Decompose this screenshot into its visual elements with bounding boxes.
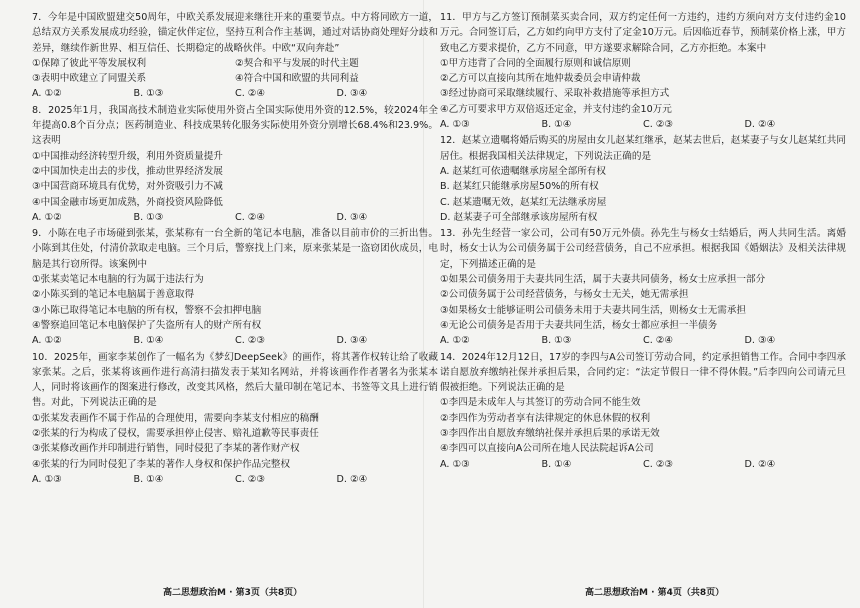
question-9-stem: 9．小陈在电子市场碰到张某，张某称有一台全新的笔记本电脑，准备以目前市价的三折出售。小陈到其住处，付清价款取走电脑。三个月后，警察找上门来，原来张某是一盗窃团伙成员，电脑是其行窃所得。该案例中 [32, 228, 438, 270]
q7-choice-b: B. ①③ [133, 88, 164, 100]
q14-option-3: ③李四作出自愿放弃缴纳社保并承担后果的承诺无效 [440, 428, 660, 440]
q12-option-d: D. 赵某妻子可全部继承该房屋所有权 [440, 211, 598, 223]
question-12-stem: 12．赵某立遗嘱将婚后购买的房屋由女儿赵某红继承，赵某去世后，赵某妻子与女儿赵某红共同居住。根据我国相关法律规定，下列说法正确的是 [440, 135, 846, 162]
q8-option-4: ④中国金融市场更加成熟，外商投资风险降低 [32, 196, 223, 208]
q8-option-3: ③中国营商环境具有优势，对外资吸引力不减 [32, 181, 223, 193]
page-4-footer: 高二思想政治M · 第4页（共8页） [585, 588, 725, 598]
q11-choice-c: C. ②③ [643, 119, 673, 131]
q7-choice-d: D. ③④ [336, 88, 368, 100]
q7-option-4: ④符合中国和欧盟的共同利益 [235, 73, 359, 85]
q9-choice-c: C. ②③ [235, 335, 265, 347]
q14-option-1: ①李四是未成年人与其签订的劳动合同不能生效 [440, 397, 641, 409]
q7-option-3: ③表明中欧建立了同盟关系 [32, 73, 147, 85]
question-13 [440, 226, 846, 348]
q7-choice-c: C. ②④ [235, 88, 265, 100]
q7-option-1: ①保障了彼此平等发展权利 [32, 57, 147, 69]
q10-option-2: ②张某的行为构成了侵权，需要承担停止侵害、赔礼道歉等民事责任 [32, 428, 319, 440]
page-4-column [440, 10, 846, 473]
question-10 [32, 350, 438, 488]
q13-choice-d: D. ③④ [744, 335, 776, 347]
q14-choice-b: B. ①④ [541, 458, 572, 470]
q9-option-1: ①张某卖笔记本电脑的行为属于违法行为 [32, 274, 204, 286]
q14-option-4: ④李四可以直接向A公司所在地人民法院起诉A公司 [440, 443, 654, 455]
q8-choice-b: B. ①③ [133, 211, 164, 223]
question-7-stem: 7．今年是中国欧盟建交50周年，中欧关系发展迎来继往开来的重要节点。中方将同欧方一道，总结双方关系发展成功经验，锚定伙伴定位，坚持互利合作主基调，通过对话协商处理好分歧和差异，继续作新世界、相互信任、长期稳定的战略伙伴。中欧“双向奔赴” [32, 12, 438, 54]
q7-choice-a: A. ①② [32, 88, 62, 100]
q13-option-2: ②公司债务属于公司经营债务，与杨女士无关，她无需承担 [440, 289, 689, 301]
q11-option-3: ③经过协商可采取继续履行、采取补救措施等承担方式 [440, 88, 670, 100]
q11-choice-a: A. ①③ [440, 119, 470, 131]
q14-choice-d: D. ②④ [744, 458, 776, 470]
q9-choice-d: D. ③④ [336, 335, 368, 347]
q9-option-2: ②小陈买到的笔记本电脑属于善意取得 [32, 289, 195, 301]
question-9 [32, 226, 438, 348]
question-8 [32, 103, 438, 225]
q7-option-2: ②契合和平与发展的时代主题 [235, 57, 359, 69]
q11-option-2: ②乙方可以直接向其所在地仲裁委员会申请仲裁 [440, 73, 641, 85]
question-14-stem: 14．2024年12月12日，17岁的李四与A公司签订劳动合同，约定承担销售工作。合同中李四承诺自愿放弃缴纳社保并承担后果，合同约定：“法定节假日一律不得休假。”后李四向公司请元旦假被拒绝。下列说法正确的是 [440, 351, 846, 394]
q13-choice-b: B. ①③ [541, 335, 572, 347]
q8-choice-d: D. ③④ [336, 211, 368, 223]
q9-choice-a: A. ①② [32, 335, 62, 347]
q10-choice-a: A. ①③ [32, 473, 62, 485]
q10-choice-d: D. ②④ [336, 473, 368, 485]
q13-choice-a: A. ①② [440, 335, 470, 347]
page-3-footer: 高二思想政治M · 第3页（共8页） [163, 588, 303, 598]
question-7 [32, 10, 438, 102]
q13-option-1: ①如果公司债务用于夫妻共同生活，属于夫妻共同债务，杨女士应承担一部分 [440, 274, 766, 286]
q14-choice-a: A. ①③ [440, 458, 470, 470]
q9-option-3: ③小陈已取得笔记本电脑的所有权，警察不会扣押电脑 [32, 304, 262, 316]
q10-option-4: ④张某的行为同时侵犯了李某的著作人身权和保护作品完整权 [32, 458, 291, 470]
question-12 [440, 133, 846, 225]
q12-option-b: B. 赵某红只能继承房屋50%的所有权 [440, 181, 599, 193]
q9-choice-b: B. ①④ [133, 335, 164, 347]
q8-choice-c: C. ②④ [235, 211, 265, 223]
q11-choice-b: B. ①④ [541, 119, 572, 131]
page-3-column [32, 10, 438, 488]
question-11-stem: 11．甲方与乙方签订预制菜买卖合同，双方约定任何一方违约，违约方须向对方支付违约金10万元。合同签订后，乙方如约向甲方支付了定金10万元。后因临近春节，预制菜价格上涨，甲方致电乙方要求提价，乙方不同意，甲方遂要求解除合同，乙方亦拒绝。本案中 [440, 12, 846, 54]
q10-option-1: ①张某发表画作不属于作品的合理使用，需要向李某支付相应的稿酬 [32, 412, 319, 424]
q8-option-2: ②中国加快走出去的步伐，推动世界经济发展 [32, 165, 223, 177]
q11-choice-d: D. ②④ [744, 119, 776, 131]
q11-option-1: ①甲方违背了合同的全面履行原则和诚信原则 [440, 57, 631, 69]
q9-option-4: ④警察追回笔记本电脑保护了失盗所有人的财产所有权 [32, 319, 262, 331]
q12-option-c: C. 赵某遗嘱无效，赵某红无法继承房屋 [440, 196, 607, 208]
q14-option-2: ②李四作为劳动者享有法律规定的休息休假的权利 [440, 412, 651, 424]
q13-option-3: ③如果杨女士能够证明公司债务未用于夫妻共同生活，则杨女士无需承担 [440, 304, 747, 316]
question-10-stem: 10．2025年，画家李某创作了一幅名为《梦幻DeepSeek》的画作，将其著作权转让给了收藏家张某。之后，张某将该画作进行高清扫描发表于某知名网站，并将该画作作者署名为张某本人，同时将该画作的图案进行修改，改变其风格，然后大量印制在笔记本、书签等文具上进行销售。对此，下列说法正确的是 [32, 351, 438, 409]
question-8-stem: 8．2025年1月，我国高技术制造业实际使用外资占全国实际使用外资的12.5%，较2024年全年提高0.8个百分点；医药制造业、科技成果转化服务实际使用外资分别增长68.4%和23.9%。这表明 [32, 104, 438, 147]
q11-option-4: ④乙方可要求甲方双倍返还定金，并支付违约金10万元 [440, 103, 672, 115]
q10-option-3: ③张某修改画作并印制进行销售，同时侵犯了李某的著作财产权 [32, 443, 300, 455]
question-13-stem: 13．孙先生经营一家公司，公司有50万元外债。孙先生与杨女士结婚后，两人共同生活。离婚时，杨女士认为公司债务属于公司经营债务，自己不应承担。根据我国《婚姻法》及相关法律规定，下列描述正确的是 [440, 228, 846, 270]
q8-choice-a: A. ①② [32, 211, 62, 223]
q10-choice-c: C. ②③ [235, 473, 265, 485]
q13-option-4: ④无论公司债务是否用于夫妻共同生活，杨女士都应承担一半债务 [440, 319, 718, 331]
question-11 [440, 10, 846, 132]
question-14 [440, 350, 846, 472]
q12-option-a: A. 赵某红可依遗嘱继承房屋全部所有权 [440, 165, 606, 177]
q8-option-1: ①中国推动经济转型升级，利用外资质量提升 [32, 150, 223, 162]
q10-choice-b: B. ①④ [133, 473, 164, 485]
q14-choice-c: C. ②③ [643, 458, 673, 470]
q13-choice-c: C. ②④ [643, 335, 673, 347]
